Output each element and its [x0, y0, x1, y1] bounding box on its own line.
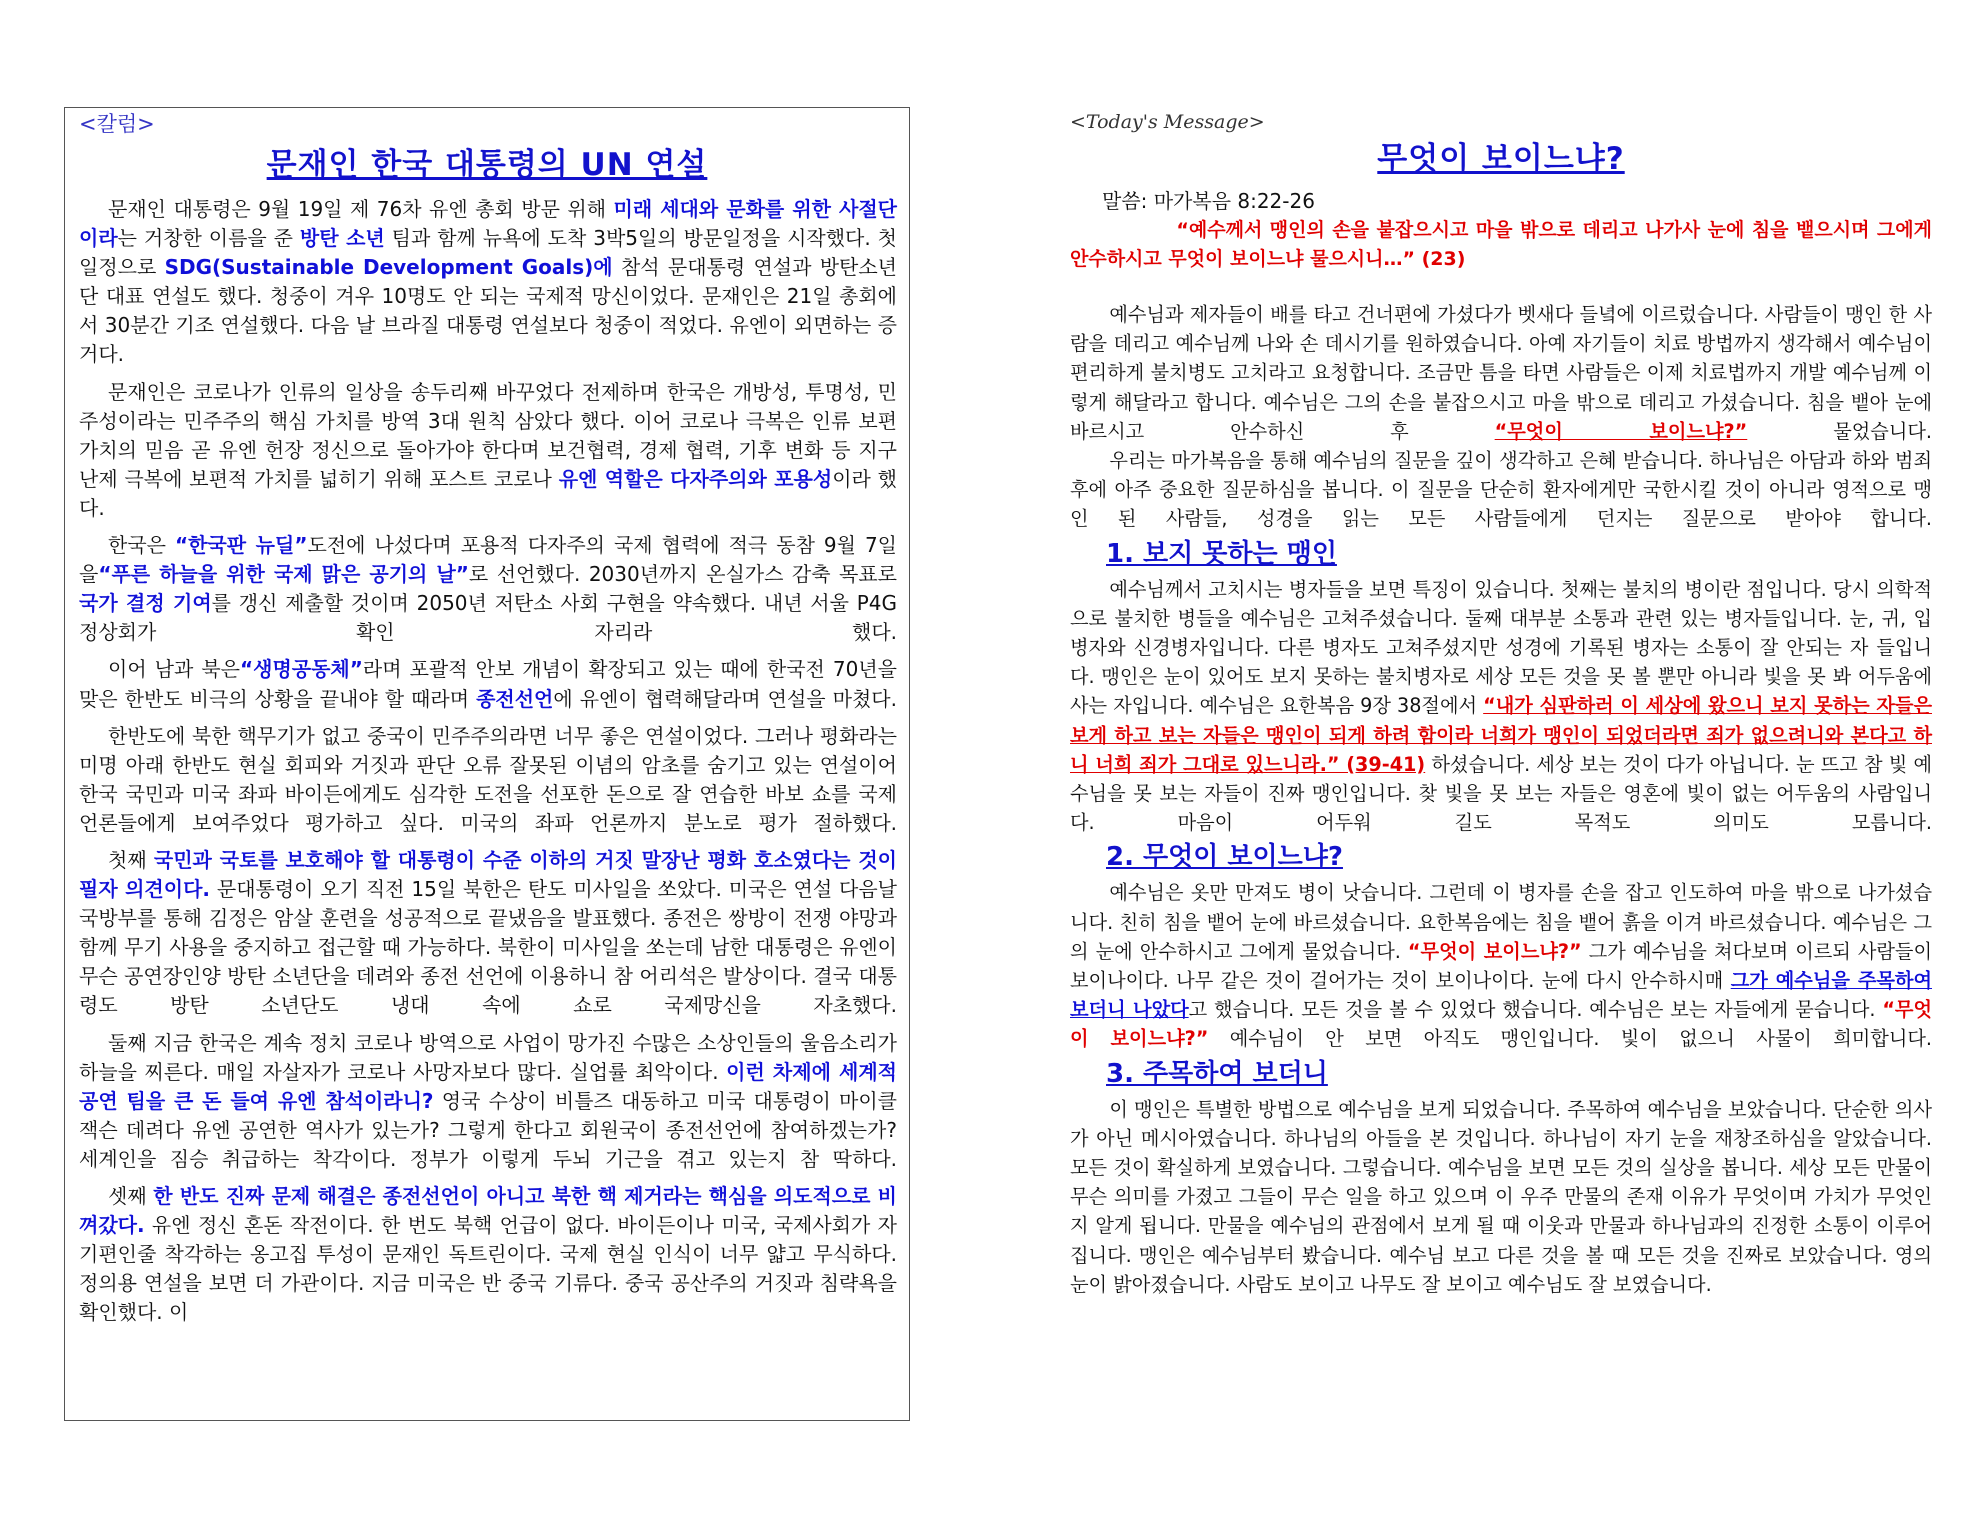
scripture-reference: 말씀: 마가복음 8:22-26 — [1102, 189, 1315, 213]
section-3-paragraph: 이 맹인은 특별한 방법으로 예수님을 보게 되었습니다. 주목하여 예수님을 보았습니다. 단순한 의사가 아닌 메시아였습니다. 하나님의 아들을 본 것입니다. 하나님이 자기 눈을 재창조하심을 알았습니다. 모든 것이 확실하게 보였습니다. 그렇습니다. 예수님을 보면 모든 것의 실상을 봅니다. 세상 모든 만물이 무슨 의미를 가졌고 그들이 무슨 일을 하고 있으며 이 우주 만물의 존재 이유가 무엇이며 가치가 무엇인지 알게 됩니다. 만물을 예수님의 관점에서 보게 될 때 이웃과 만물과 하나님과의 진정한 소통이 이루어집니다. 맹인은 예수님부터 봤습니다. 예수님 보고 다른 것을 볼 때 모든 것을 진짜로 보았습니다. 영의 눈이 밝아졌습니다. 사람도 보이고 나무도 잘 보이고 예수님도 잘 보였습니다. — [1070, 1097, 1932, 1296]
section-heading-3: 3. 주목하여 보더니 — [1106, 1058, 1328, 1089]
intro-paragraph-2: 우리는 마가복음을 통해 예수님의 질문을 깊이 생각하고 은혜 받습니다. 하나님은 아담과 하와 범죄 후에 아주 중요한 질문하심을 봅니다. 이 질문을 단순히 환자에게만 국한시킬 것이 아니라 영적으로 맹인 된 사람들, 성경을 읽는 모든 사람들에게 던지는 질문으로 받아야 합니다. — [1070, 449, 1932, 531]
article-paragraph-2: 문재인은 코로나가 인류의 일상을 송두리째 바꾸었다 전제하며 한국은 개방성, 투명성, 민주성이라는 민주주의 핵심 가치를 방역 3대 원칙 삼았다 했다. 이어 코로나 극복은 인류 보편 가치의 믿음 곧 유엔 헌장 정신으로 돌아가야 한다며 보건협력, 경제 협력, 기후 변화 등 지구 난제 극복에 보편적 가치를 넓히기 위해 포스트 코로나 유엔 역할은 다자주의와 포용성이라 했다. — [79, 379, 897, 520]
article-paragraph-1: 문재인 대통령은 9월 19일 제 76차 유엔 총회 방문 위해 미래 세대와 문화를 위한 사절단이라는 거창한 이름을 준 방탄 소년 팀과 함께 뉴욕에 도착 3박5일의 방문일정을 시작했다. 첫 일정으로 SDG(Sustainable Development Goals)에 참석 문대통령 연설과 방탄소년단 대표 연설도 했다. 청중이 겨우 10명도 안 되는 국제적 망신이었다. 문재인은 21일 총회에서 30분간 기조 연설했다. 다음 날 브라질 대통령 연설보다 청중이 적었다. 유엔이 외면하는 증거다. — [79, 197, 897, 367]
article-paragraph-8: 셋째 한 반도 진짜 문제 해결은 종전선언이 아니고 북한 핵 제거라는 핵심을 의도적으로 비껴갔다. 유엔 정신 혼돈 작전이다. 한 번도 북핵 언급이 없다. 바이든이나 미국, 국제사회가 자기편인줄 착각하는 옹고집 투성이 문재인 독트린이다. 국제 현실 인식이 너무 얇고 무식하다. 정의용 연설을 보면 더 가관이다. 지금 미국은 반 중국 기류다. 중국 공산주의 거짓과 침략욕을 확인했다. 이 — [79, 1184, 898, 1325]
intro-paragraph-1: 예수님과 제자들이 배를 타고 건너편에 가셨다가 벳새다 들녘에 이르렀습니다. 사람들이 맹인 한 사람을 데리고 예수님께 나와 손 데시기를 원하였습니다. 아예 자기들이 치료 방법까지 생각해서 예수님이 편리하게 불치병도 고치라고 요청합니다. 조금만 틈을 타면 사람들은 이제 치료법까지 개발 예수님께 이렇게 해달라고 합니다. 예수님은 그의 손을 붙잡으시고 마을 밖으로 데리고 가셨습니다. 침을 뱉아 눈에 바르시고 안수하신 후 “무엇이 보이느냐?” 물었습니다. — [1070, 303, 1932, 443]
column-article-box — [64, 107, 910, 1421]
article-body — [79, 195, 897, 1327]
article-paragraph-5: 한반도에 북한 핵무기가 없고 중국이 민주주의라면 너무 좋은 연설이었다. 그러나 평화라는 미명 아래 한반도 현실 회피와 거짓과 판단 오류 잘못된 이념의 암초를 숨기고 있는 연설이어 한국 국민과 미국 좌파 바이든에게도 심각한 도전을 선포한 돈으로 잘 연습한 바보 쇼를 국제 언론들에게 보여주었다 평가하고 싶다. 미국의 좌파 언론까지 분노로 평가 절하했다. — [79, 723, 897, 835]
section-heading-1: 1. 보지 못하는 맹인 — [1106, 538, 1337, 569]
article-paragraph-3: 한국은 “한국판 뉴딜”도전에 나섰다며 포용적 다자주의 국제 협력에 적극 동참 9월 7일을“푸른 하늘을 위한 국제 맑은 공기의 날”로 선언했다. 2030년까지 온실가스 감축 목표로 국가 결정 기여를 갱신 제출할 것이며 2050년 저탄소 사회 구현을 약속했다. 내년 서울 P4G 정상회가 확인 자리라 했다. — [79, 533, 898, 645]
section-2-paragraph: 예수님은 옷만 만져도 병이 낫습니다. 그런데 이 병자를 손을 잡고 인도하여 마을 밖으로 나가셨습니다. 친히 침을 뱉어 눈에 바르셨습니다. 요한복음에는 침을 뱉어 흙을 이겨 바르셨습니다. 예수님은 그의 눈에 안수하시고 그에게 물었습니다. “무엇이 보이느냐?” 그가 예수님을 쳐다보며 이르되 사람들이 보이나이다. 나무 같은 것이 걸어가는 것이 보이나이다. 눈에 다시 안수하시매 그가 예수님을 주목하여 보더니 나았다고 했습니다. 모든 것을 볼 수 있었다 했습니다. 예수님은 보는 자들에게 묻습니다. “무엇이 보이느냐?” 예수님이 안 보면 아직도 맹인입니다. 빛이 없으니 사물이 희미합니다. — [1070, 881, 1933, 1051]
message-body — [1070, 300, 1932, 1299]
column-tag: <칼럼> — [79, 112, 155, 136]
article-paragraph-6: 첫째 국민과 국토를 보호해야 할 대통령이 수준 이하의 거짓 말장난 평화 호소였다는 것이 필자 의견이다. 문대통령이 오기 직전 15일 북한은 탄도 미사일을 쏘았다. 미국은 연설 다음날 국방부를 통해 김정은 암살 훈련을 성공적으로 끝냈음을 발표했다. 종전은 쌍방이 전쟁 야망과 함께 무기 사용을 중지하고 접근할 때 가능하다. 북한이 미사일을 쏘는데 남한 대통령은 유엔이 무슨 공연장인양 방탄 소년단을 데려와 종전 선언에 이용하니 참 어리석은 발상이다. 결국 대통령도 방탄 소년단도 냉대 속에 쇼로 국제망신을 자초했다. — [79, 847, 897, 1018]
message-tag: <Today's Message> — [1070, 111, 1265, 133]
article-paragraph-4: 이어 남과 북은“생명공동체”라며 포괄적 안보 개념이 확장되고 있는 때에 한국전 70년을 맞은 한반도 비극의 상황을 끝내야 할 때라며 종전선언에 유엔이 협력해달라며 연설을 마쳤다. — [79, 657, 897, 711]
section-heading-2: 2. 무엇이 보이느냐? — [1106, 842, 1343, 873]
article-title: 문재인 한국 대통령의 UN 연설 — [266, 147, 708, 183]
message-title: 무엇이 보이느냐? — [1377, 141, 1625, 177]
scripture-verse: “예수께서 맹인의 손을 붙잡으시고 마을 밖으로 데리고 나가사 눈에 침을 뱉으시며 그에게 안수하시고 무엇이 보이느냐 물으시니…” (23) — [1070, 219, 1932, 270]
article-paragraph-7: 둘째 지금 한국은 계속 정치 코로나 방역으로 사업이 망가진 수많은 소상인들의 울음소리가 하늘을 찌른다. 매일 자살자가 코로나 사망자보다 많다. 실업률 최악이다. 이런 차제에 세계적 공연 팀을 큰 돈 들여 유엔 참석이라니? 영국 수상이 비틀즈 대동하고 미국 대통령이 마이클 잭슨 데려다 유엔 공연한 역사가 있는가? 그렇게 한다고 회원국이 종전선언에 참여하겠는가? 세계인을 짐승 취급하는 착각이다. 정부가 이렇게 두뇌 기근을 겪고 있는지 참 딱하다. — [79, 1030, 897, 1171]
message-column — [1070, 107, 1932, 1427]
section-1-paragraph: 예수님께서 고치시는 병자들을 보면 특징이 있습니다. 첫째는 불치의 병이란 점입니다. 당시 의학적으로 불치한 병들을 예수님은 고쳐주셨습니다. 둘째 대부분 소통과 관련 있는 병자들입니다. 눈, 귀, 입 병자와 신경병자입니다. 다른 병자도 고쳐주셨지만 성경에 기록된 병자는 소통이 잘 안되는 자 들입니다. 맹인은 눈이 있어도 보지 못하는 불치병자로 세상 모든 것을 못 볼 뿐만 아니라 빛을 못 봐 어두움에 사는 자입니다. 예수님은 요한복음 9장 38절에서 “내가 심판하러 이 세상에 왔으니 보지 못하는 자들은 보게 하고 보는 자들은 맹인이 되게 하려 함이라 너희가 맹인이 되었더라면 죄가 없으려니와 본다고 하니 너희 죄가 그대로 있느니라.” (39-41) 하셨습니다. 세상 보는 것이 다가 아닙니다. 눈 뜨고 참 빛 예수님을 못 보는 자들이 진짜 맹인입니다. 찾 빛을 못 보는 자들은 영혼에 빛이 없는 어두움의 사람입니다. 마음이 어두워 길도 목적도 의미도 모릅니다. — [1070, 577, 1932, 835]
